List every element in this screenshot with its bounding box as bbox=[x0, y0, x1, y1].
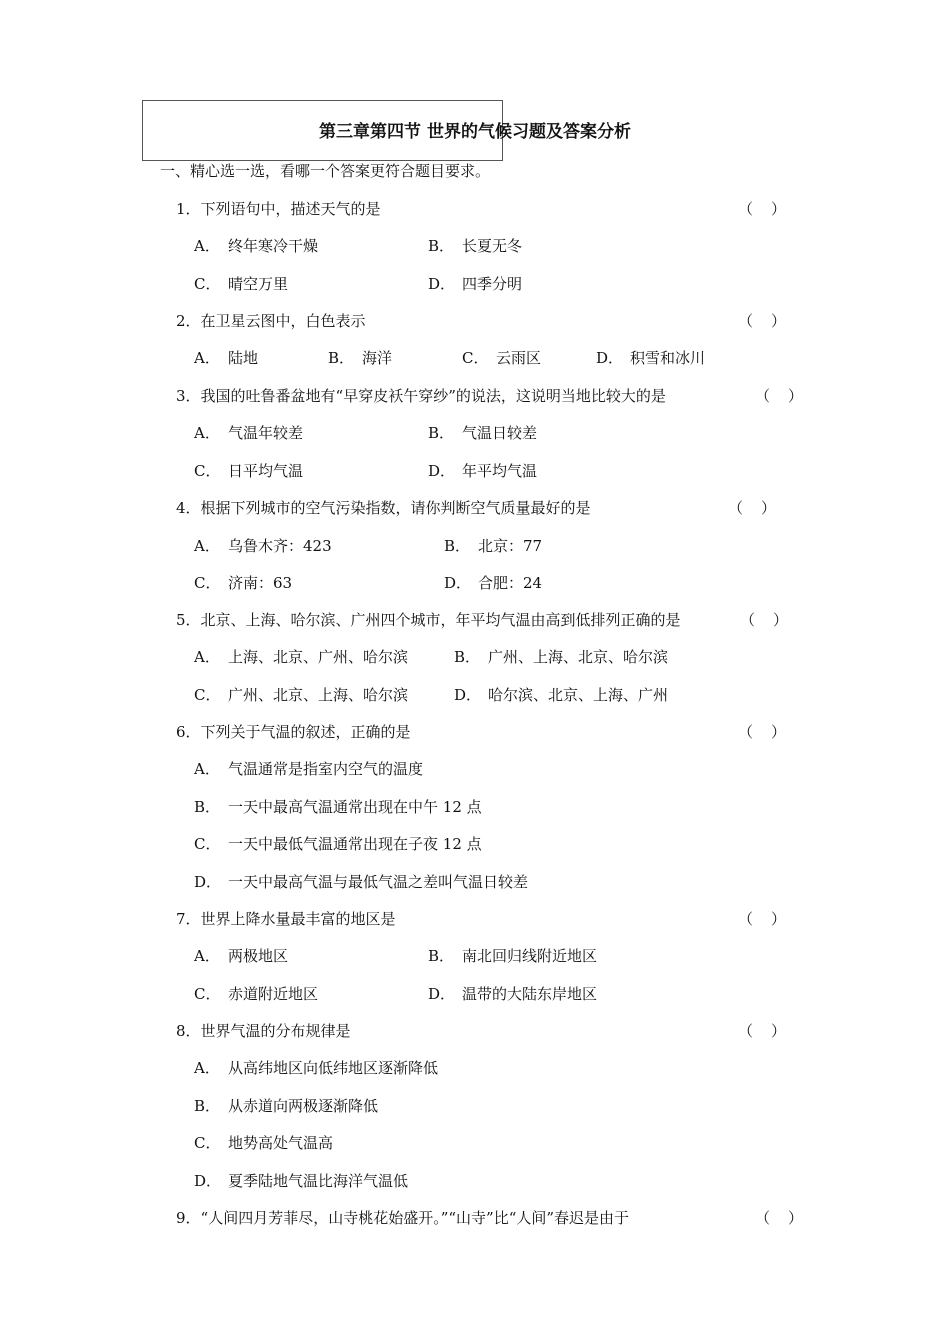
option-1c: C． 晴空万里 bbox=[194, 275, 289, 293]
option-3c: C． 日平均气温 bbox=[194, 462, 304, 480]
question-9: 9．“人间四月芳菲尽，山寺桃花始盛开。”“山寺”比“人间”春迟是由于 bbox=[176, 1209, 630, 1227]
answer-blank-4: （ ） bbox=[728, 499, 777, 517]
option-6d: D． 一天中最高气温与最低气温之差叫气温日较差 bbox=[194, 873, 529, 891]
option-4c: C． 济南：63 bbox=[194, 574, 293, 592]
question-3: 3．我国的吐鲁番盆地有“早穿皮袄午穿纱”的说法，这说明当地比较大的是 bbox=[176, 387, 666, 405]
option-4d: D． 合肥：24 bbox=[444, 574, 543, 592]
answer-blank-3: （ ） bbox=[755, 387, 804, 405]
option-2d: D． 积雪和冰川 bbox=[596, 349, 706, 367]
option-6c: C． 一天中最低气温通常出现在子夜 12 点 bbox=[194, 835, 482, 853]
answer-blank-7: （ ） bbox=[738, 910, 787, 928]
option-2b: B． 海洋 bbox=[328, 349, 393, 367]
answer-blank-9: （ ） bbox=[755, 1209, 804, 1227]
option-2a: A． 陆地 bbox=[194, 349, 259, 367]
option-1a: A． 终年寒冷干燥 bbox=[194, 237, 319, 255]
option-1b: B． 长夏无冬 bbox=[428, 237, 523, 255]
answer-blank-8: （ ） bbox=[738, 1022, 787, 1040]
answer-blank-5: （ ） bbox=[740, 611, 789, 629]
option-5d: D． 哈尔滨、北京、上海、广州 bbox=[454, 686, 669, 704]
question-5: 5．北京、上海、哈尔滨、广州四个城市，年平均气温由高到低排列正确的是 bbox=[176, 611, 681, 629]
question-1: 1．下列语句中，描述天气的是 bbox=[176, 200, 381, 218]
option-3d: D． 年平均气温 bbox=[428, 462, 538, 480]
option-6b: B． 一天中最高气温通常出现在中午 12 点 bbox=[194, 798, 482, 816]
option-7b: B． 南北回归线附近地区 bbox=[428, 947, 598, 965]
answer-blank-1: （ ） bbox=[738, 200, 787, 218]
option-4a: A． 乌鲁木齐：423 bbox=[194, 537, 332, 555]
option-8b: B． 从赤道向两极逐渐降低 bbox=[194, 1097, 379, 1115]
option-2c: C． 云雨区 bbox=[462, 349, 542, 367]
option-3a: A． 气温年较差 bbox=[194, 424, 304, 442]
option-7d: D． 温带的大陆东岸地区 bbox=[428, 985, 598, 1003]
option-7a: A． 两极地区 bbox=[194, 947, 289, 965]
option-5a: A． 上海、北京、广州、哈尔滨 bbox=[194, 648, 409, 666]
option-8a: A． 从高纬地区向低纬地区逐渐降低 bbox=[194, 1059, 439, 1077]
option-5c: C． 广州、北京、上海、哈尔滨 bbox=[194, 686, 409, 704]
option-4b: B． 北京：77 bbox=[444, 537, 543, 555]
option-6a: A． 气温通常是指室内空气的温度 bbox=[194, 760, 424, 778]
option-5b: B． 广州、上海、北京、哈尔滨 bbox=[454, 648, 669, 666]
option-8d: D． 夏季陆地气温比海洋气温低 bbox=[194, 1172, 409, 1190]
option-3b: B． 气温日较差 bbox=[428, 424, 538, 442]
page-title: 第三章第四节 世界的气候习题及答案分析 bbox=[319, 122, 631, 142]
answer-blank-6: （ ） bbox=[738, 723, 787, 741]
section-heading: 一、精心选一选，看哪一个答案更符合题目要求。 bbox=[160, 162, 491, 180]
question-6: 6．下列关于气温的叙述，正确的是 bbox=[176, 723, 411, 741]
option-1d: D． 四季分明 bbox=[428, 275, 523, 293]
question-4: 4．根据下列城市的空气污染指数，请你判断空气质量最好的是 bbox=[176, 499, 591, 517]
option-7c: C． 赤道附近地区 bbox=[194, 985, 319, 1003]
question-8: 8．世界气温的分布规律是 bbox=[176, 1022, 351, 1040]
option-8c: C． 地势高处气温高 bbox=[194, 1134, 334, 1152]
question-2: 2．在卫星云图中，白色表示 bbox=[176, 312, 366, 330]
answer-blank-2: （ ） bbox=[738, 312, 787, 330]
question-7: 7．世界上降水量最丰富的地区是 bbox=[176, 910, 396, 928]
